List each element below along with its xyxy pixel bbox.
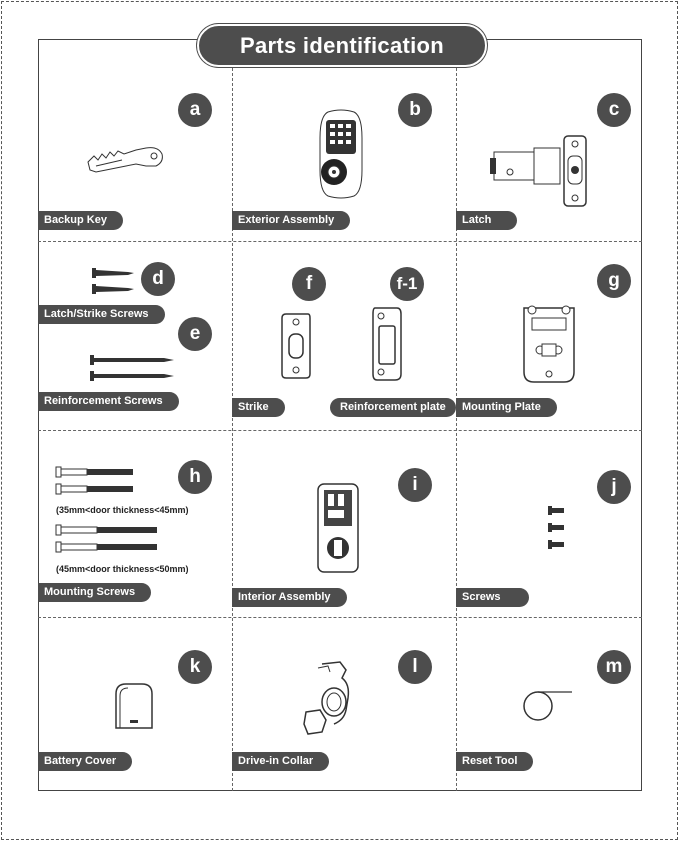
grid-line <box>38 617 642 618</box>
label-reinforcement-screws: Reinforcement Screws <box>38 392 179 411</box>
grid-line <box>38 430 642 431</box>
badge-f-1: f-1 <box>390 267 424 301</box>
label-exterior-assembly: Exterior Assembly <box>232 211 350 230</box>
reinforcement-plate-drawing <box>369 304 405 384</box>
latch-strike-screws-drawing <box>88 266 138 298</box>
battery-cover-drawing <box>112 680 156 732</box>
label-backup-key: Backup Key <box>38 211 123 230</box>
label-strike: Strike <box>232 398 285 417</box>
badge-i: i <box>398 468 432 502</box>
label-reinforcement-plate: Reinforcement plate <box>330 398 456 417</box>
label-interior-assembly: Interior Assembly <box>232 588 347 607</box>
label-drive-in-collar: Drive-in Collar <box>232 752 329 771</box>
grid-line <box>232 63 233 791</box>
note-short-screws: (35mm<door thickness<45mm) <box>56 505 189 515</box>
screws-drawing <box>546 505 566 551</box>
label-screws: Screws <box>456 588 529 607</box>
page-title: Parts identification <box>197 24 487 67</box>
badge-g: g <box>597 264 631 298</box>
reinforcement-screws-drawing <box>88 355 178 383</box>
latch-drawing <box>488 130 592 210</box>
badge-a: a <box>178 93 212 127</box>
mounting-screws-long-drawing <box>54 524 160 554</box>
badge-k: k <box>178 650 212 684</box>
label-latch-strike-screws: Latch/Strike Screws <box>38 305 165 324</box>
badge-d: d <box>141 262 175 296</box>
backup-key-drawing <box>86 140 166 180</box>
badge-j: j <box>597 470 631 504</box>
mounting-screws-short-drawing <box>54 466 136 496</box>
badge-h: h <box>178 460 212 494</box>
grid-line <box>38 241 642 242</box>
badge-l: l <box>398 650 432 684</box>
badge-c: c <box>597 93 631 127</box>
label-mounting-screws: Mounting Screws <box>38 583 151 602</box>
mounting-plate-drawing <box>518 302 580 386</box>
drive-in-collar-drawing <box>300 658 356 738</box>
label-reset-tool: Reset Tool <box>456 752 533 771</box>
strike-drawing <box>278 310 314 382</box>
exterior-assembly-drawing <box>312 108 370 200</box>
label-mounting-plate: Mounting Plate <box>456 398 557 417</box>
interior-assembly-drawing <box>316 482 360 574</box>
grid-line <box>456 63 457 791</box>
badge-f: f <box>292 267 326 301</box>
badge-b: b <box>398 93 432 127</box>
badge-e: e <box>178 317 212 351</box>
note-long-screws: (45mm<door thickness<50mm) <box>56 564 189 574</box>
reset-tool-drawing <box>522 688 574 722</box>
label-latch: Latch <box>456 211 517 230</box>
badge-m: m <box>597 650 631 684</box>
label-battery-cover: Battery Cover <box>38 752 132 771</box>
